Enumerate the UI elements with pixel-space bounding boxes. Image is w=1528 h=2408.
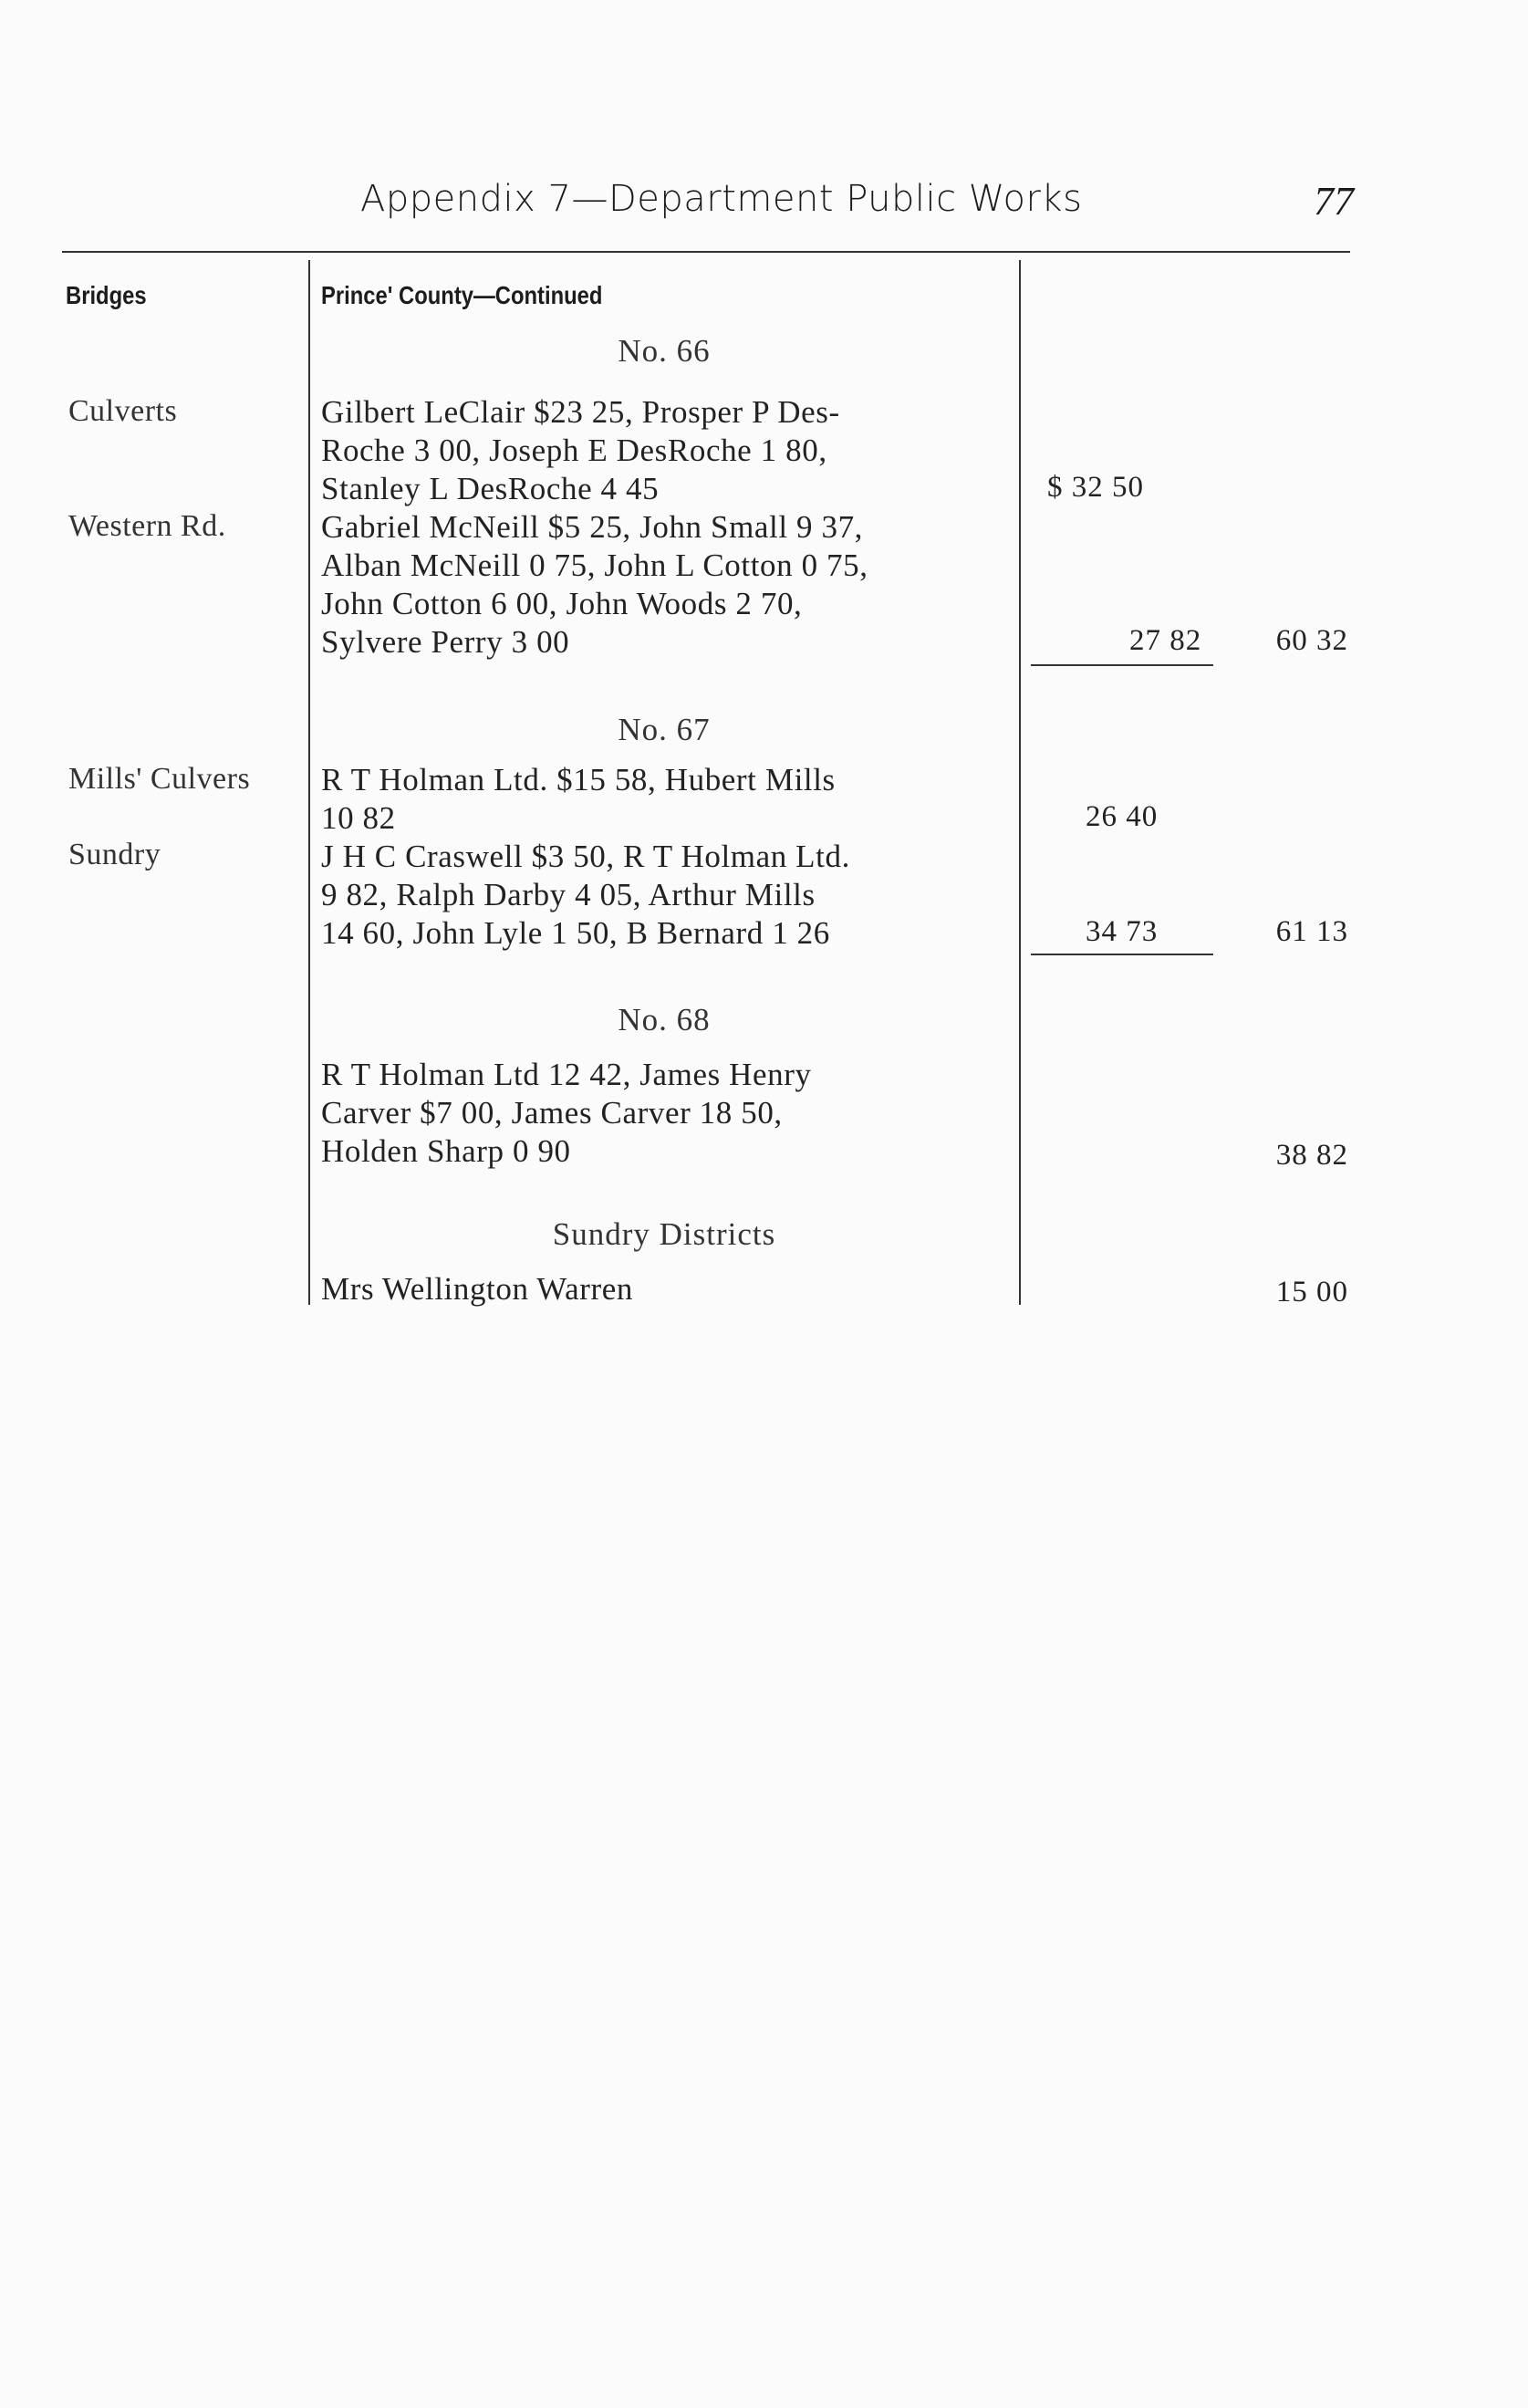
entry-line: R T Holman Ltd 12 42, James Henry xyxy=(321,1057,812,1092)
header-rule xyxy=(62,251,1350,253)
amount: 27 82 xyxy=(1129,624,1202,657)
section-total: 15 00 xyxy=(1275,1276,1348,1308)
amount: 34 73 xyxy=(1086,915,1159,948)
side-label: Western Rd. xyxy=(68,509,226,543)
entry-line: Mrs Wellington Warren xyxy=(321,1271,634,1307)
side-label: Sundry xyxy=(68,838,161,871)
entry-line: Alban McNeill 0 75, John L Cotton 0 75, xyxy=(321,547,868,583)
column-head-bridges: Bridges xyxy=(66,281,147,309)
amount: 26 40 xyxy=(1086,800,1159,833)
section-total: 38 82 xyxy=(1275,1139,1348,1172)
page-title: Appendix 7—Department Public Works xyxy=(360,178,1083,220)
entry-line: John Cotton 6 00, John Woods 2 70, xyxy=(321,586,803,621)
column-head-county: Prince' County—Continued xyxy=(321,281,603,309)
entry-line: Gilbert LeClair $23 25, Prosper P Des- xyxy=(321,394,840,430)
entry-line: Carver $7 00, James Carver 18 50, xyxy=(321,1095,783,1131)
section-heading: No. 68 xyxy=(618,1002,711,1037)
subtotal-rule xyxy=(1031,954,1213,955)
entry-line: 14 60, John Lyle 1 50, B Bernard 1 26 xyxy=(321,915,830,951)
section-heading: No. 67 xyxy=(618,712,711,747)
section-total: 60 32 xyxy=(1275,624,1348,657)
side-label: Mills' Culvers xyxy=(68,762,251,796)
section-heading: No. 66 xyxy=(618,333,711,369)
page-number: 77 xyxy=(1314,179,1354,224)
entry-line: 9 82, Ralph Darby 4 05, Arthur Mills xyxy=(321,877,816,912)
side-label: Culverts xyxy=(68,394,178,428)
entry-line: 10 82 xyxy=(321,800,396,836)
entry-line: J H C Craswell $3 50, R T Holman Ltd. xyxy=(321,839,850,874)
subtotal-rule xyxy=(1031,664,1213,666)
column-divider-right xyxy=(1019,260,1021,1305)
entry-line: Holden Sharp 0 90 xyxy=(321,1133,571,1169)
entry-line: Sylvere Perry 3 00 xyxy=(321,624,570,660)
entry-line: R T Holman Ltd. $15 58, Hubert Mills xyxy=(321,762,836,797)
entry-line: Roche 3 00, Joseph E DesRoche 1 80, xyxy=(321,433,827,468)
amount: $ 32 50 xyxy=(1047,471,1144,504)
section-heading: Sundry Districts xyxy=(552,1216,776,1252)
entry-line: Stanley L DesRoche 4 45 xyxy=(321,471,660,506)
entry-line: Gabriel McNeill $5 25, John Small 9 37, xyxy=(321,509,864,545)
section-total: 61 13 xyxy=(1275,915,1348,948)
column-divider-left xyxy=(308,260,310,1305)
